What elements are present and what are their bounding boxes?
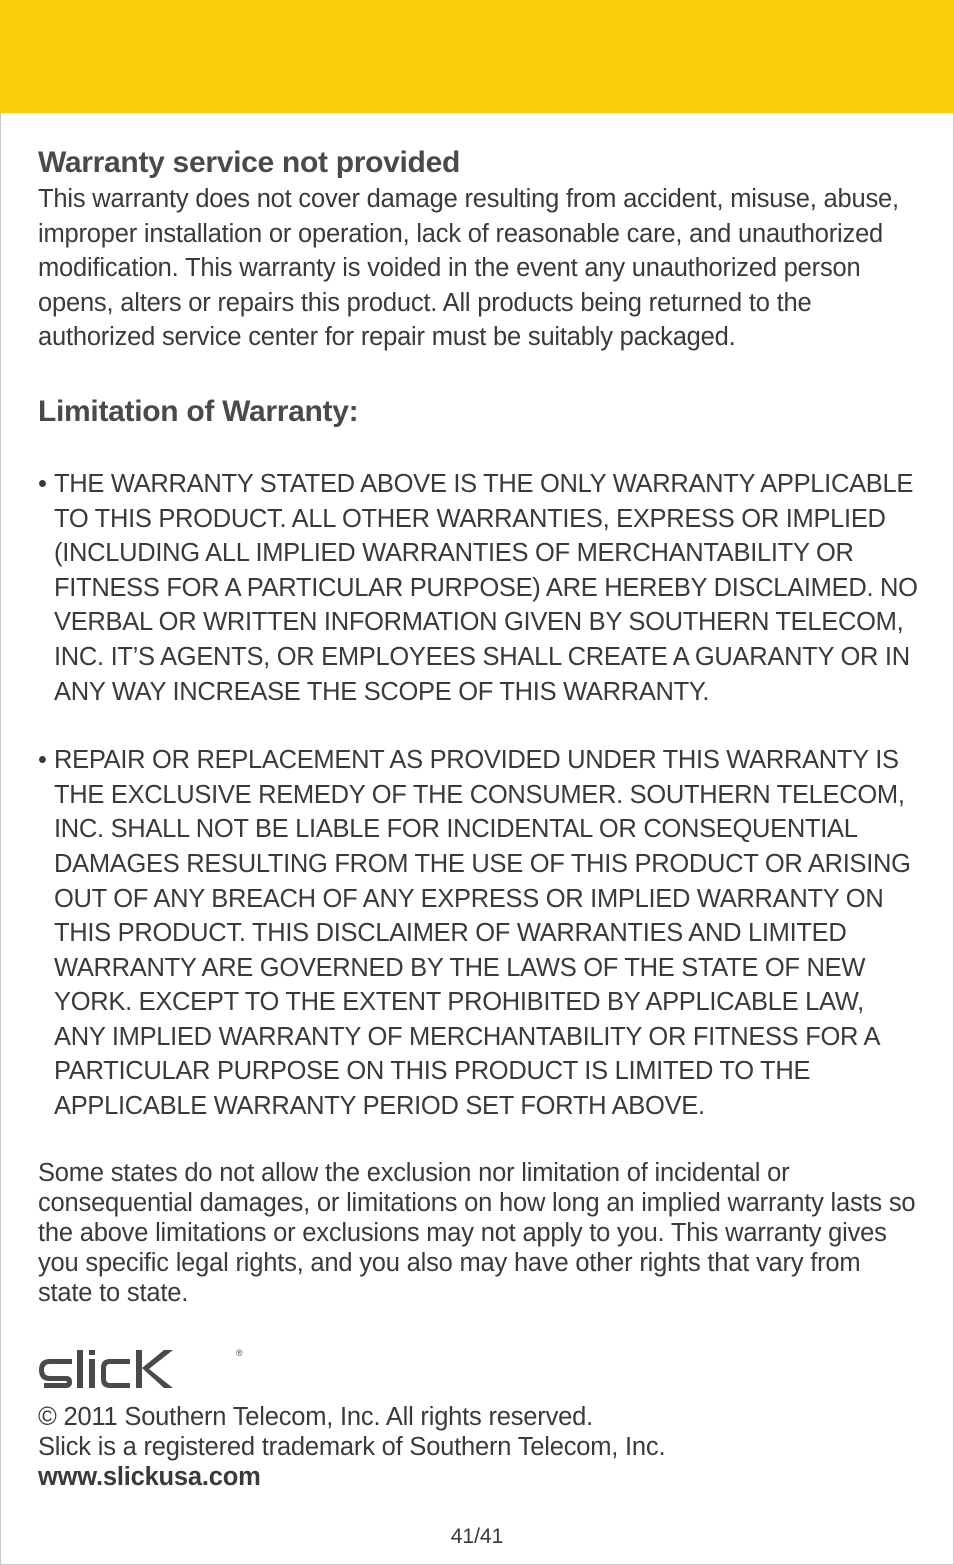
limitation-heading: Limitation of Warranty: — [38, 394, 359, 428]
slick-logo — [38, 1348, 918, 1394]
warranty-service-section — [38, 146, 918, 355]
page-number: 41/41 — [450, 1525, 504, 1548]
limitation-section — [38, 395, 918, 1308]
bullet-text: THE WARRANTY STATED ABOVE IS THE ONLY WARRANTY APPLICABLE TO THIS PRODUCT. ALL OTHER WARRANTIES, EXPRESS OR IMPLIED (INCLUDING ALL IMPLIED WARRANTIES OF MERCHANTABILITY OR FITNESS FOR A PARTICULAR PURPOSE) ARE HEREBY DISCLAIMED. NO VERBAL OR WRITTEN INFORMATION GIVEN BY SOUTHERN TELECOM, INC. IT’S AGENTS, OR EMPLOYEES SHALL CREATE A GUARANTY OR IN ANY WAY INCREASE THE SCOPE OF THIS WARRANTY. — [54, 469, 918, 706]
bullet-text: REPAIR OR REPLACEMENT AS PROVIDED UNDER THIS WARRANTY IS THE EXCLUSIVE REMEDY OF THE CONSUMER. SOUTHERN TELECOM, INC. SHALL NOT BE LIABLE FOR INCIDENTAL OR CONSEQUENTIAL DAMAGES RESULTING FROM THE USE OF THIS PRODUCT OR ARISING OUT OF ANY BREACH OF ANY EXPRESS OR IMPLIED WARRANTY ON THIS PRODUCT. THIS DISCLAIMER OF WARRANTIES AND LIMITED WARRANTY ARE GOVERNED BY THE LAWS OF THE STATE OF NEW YORK. EXCEPT TO THE EXTENT PROHIBITED BY APPLICABLE LAW, ANY IMPLIED WARRANTY OF MERCHANTABILITY OR FITNESS FOR A PARTICULAR PURPOSE ON THIS PRODUCT IS LIMITED TO THE APPLICABLE WARRANTY PERIOD SET FORTH ABOVE. — [54, 746, 911, 1121]
warranty-service-body: This warranty does not cover damage resulting from accident, misuse, abuse, improper installation or operation, lack of reasonable care, and unauthorized modification. This warranty is voided in the event any unauthorized person opens, alters or repairs this product. All products being returned to the authorized service center for repair must be suitably packaged. — [38, 185, 899, 352]
registered-mark: ® — [236, 1347, 243, 1358]
page-content — [38, 146, 918, 1492]
website-link[interactable]: www.slickusa.com — [38, 1462, 261, 1491]
list-item — [38, 743, 918, 1124]
limitation-bullet-list — [38, 467, 918, 1124]
bullet-marker: • — [38, 746, 47, 775]
list-item — [38, 467, 918, 709]
trademark-text: Slick is a registered trademark of Southern Telecom, Inc. — [38, 1432, 666, 1461]
website-line — [38, 1462, 918, 1492]
header-color-band — [0, 0, 954, 113]
copyright-text: © 2011 Southern Telecom, Inc. All rights reserved. — [38, 1402, 593, 1431]
slick-logo-icon — [38, 1348, 210, 1394]
bullet-marker: • — [38, 469, 47, 498]
warranty-service-heading: Warranty service not provided — [38, 146, 460, 179]
states-note: Some states do not allow the exclusion nor limitation of incidental or consequential damages, or limitations on how long an implied warranty lasts so the above limitations or exclusions may not apply to you. This warranty gives you specific legal rights, and you also may have other rights that vary from state to state. — [38, 1158, 916, 1307]
